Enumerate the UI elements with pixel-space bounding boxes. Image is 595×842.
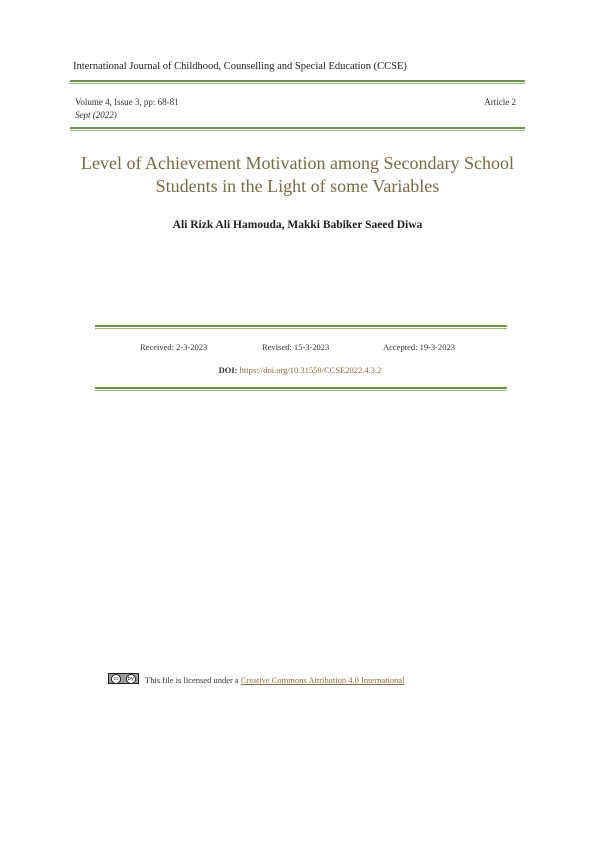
attribution-icon: by <box>127 675 134 682</box>
received-date: Received: 2-3-2023 <box>140 342 208 352</box>
header-rule-bottom <box>70 83 525 84</box>
license-link[interactable]: Creative Commons Attribution 4.0 International <box>240 675 405 685</box>
accepted-date: Accepted: 19-3-2023 <box>383 342 455 352</box>
cc-icon: cc <box>111 674 121 684</box>
doi-line <box>95 365 505 375</box>
creative-commons-icon[interactable] <box>108 673 139 684</box>
doi-link[interactable]: https://doi.org/10.31559/CCSE2022.4.3.2 <box>239 365 382 375</box>
license-text: This file is licensed under a <box>145 675 239 685</box>
revised-date: Revised: 15-3-2023 <box>262 342 330 352</box>
issue-date: Sept (2022) <box>75 110 117 120</box>
doi-label: DOI: <box>218 365 238 375</box>
header-rule-top <box>70 80 525 82</box>
dates-rule-bottom-thin <box>95 390 507 391</box>
article-number: Article 2 <box>484 97 516 107</box>
title-line-2: Students in the Light of some Variables <box>155 176 440 196</box>
meta-rule-top <box>70 127 525 129</box>
authors: Ali Rizk Ali Hamouda, Makki Babiker Saeed Diwa <box>172 219 423 231</box>
meta-rule-bottom <box>70 130 525 131</box>
volume-info: Volume 4, Issue 3, pp: 68-81 <box>75 97 179 107</box>
paper-title <box>60 152 535 198</box>
journal-name: International Journal of Childhood, Counselling and Special Education (CCSE) <box>73 61 407 72</box>
title-line-1: Level of Achievement Motivation among Secondary School <box>81 153 514 173</box>
dates-rule-top <box>95 325 507 327</box>
dates-rule-top-thin <box>95 328 507 329</box>
dates-rule-bottom <box>95 387 507 389</box>
license-notice <box>145 675 404 685</box>
